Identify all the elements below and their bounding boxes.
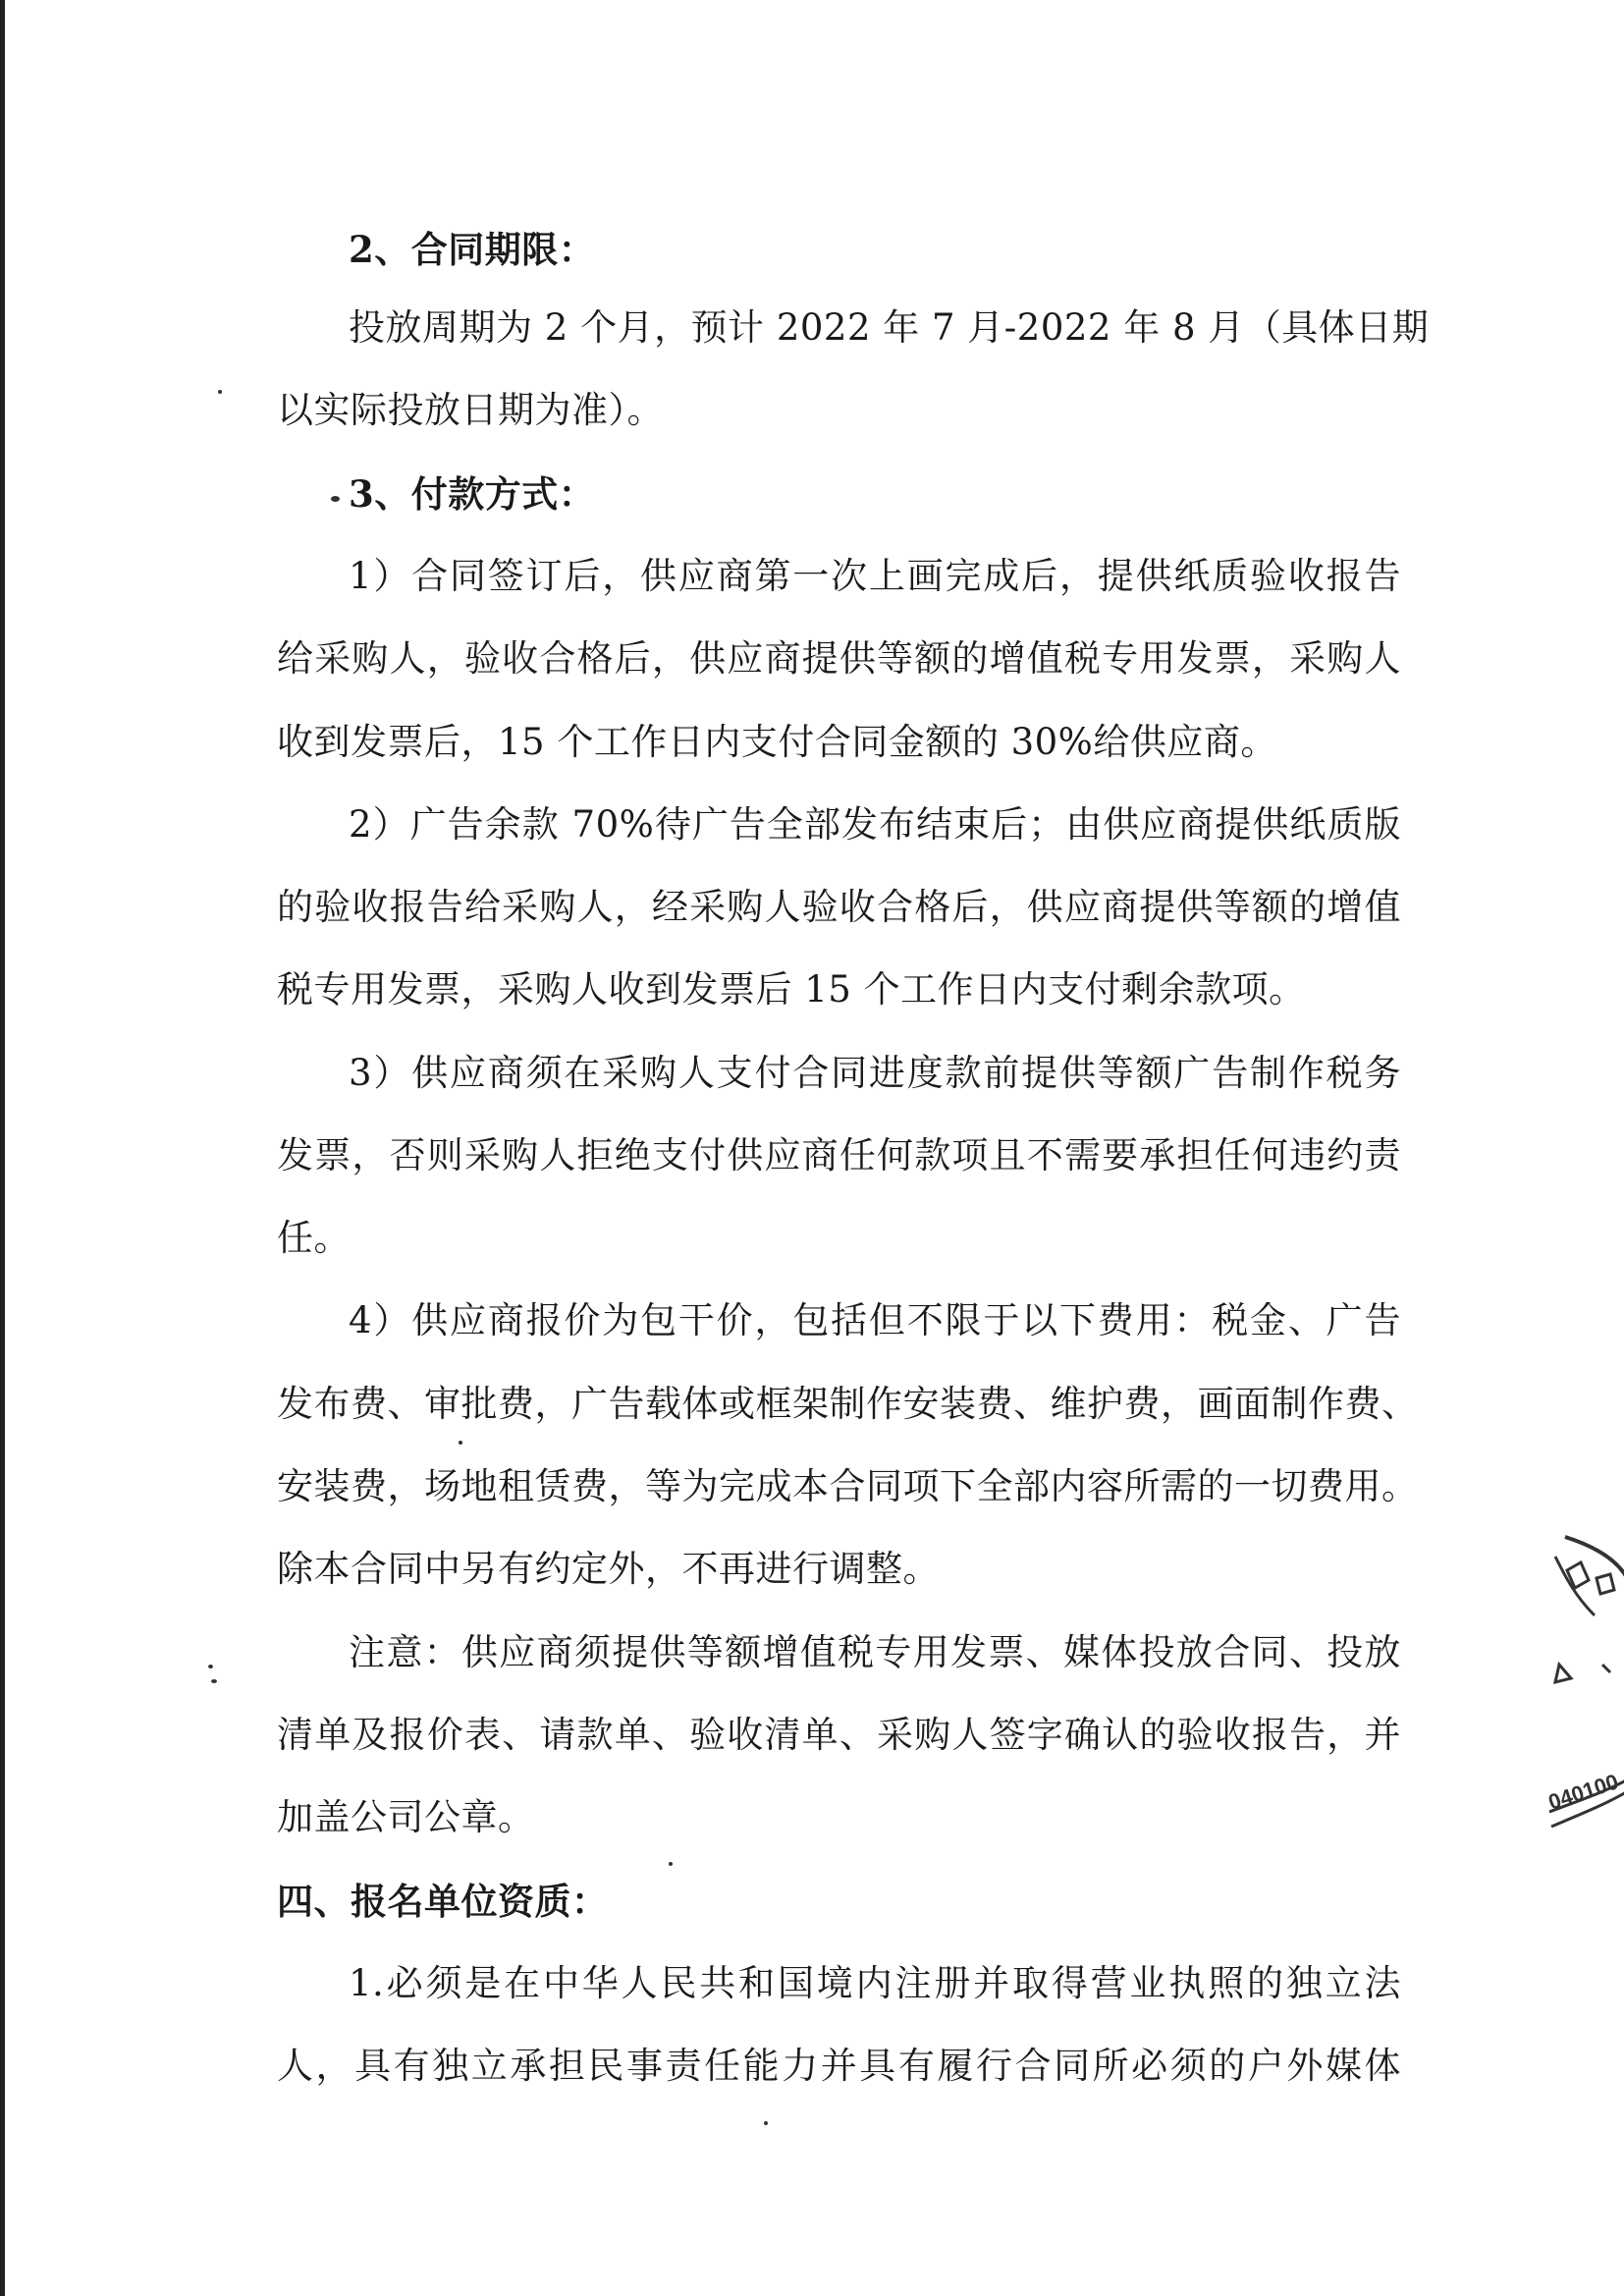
qualification-item-1-line-1: 1.必须是在中华人民共和国境内注册并取得营业执照的独立法 <box>349 1962 1401 2004</box>
qualification-item-1-line-2: 人，具有独立承担民事责任能力并具有履行合同所必须的户外媒体 <box>277 2045 1401 2087</box>
contract-term-heading: 2、合同期限： <box>349 228 596 271</box>
payment-item-2-line-3: 税专用发票，采购人收到发票后 15 个工作日内支付剩余款项。 <box>277 968 1306 1011</box>
payment-item-2-line-1: 2）广告余款 70%待广告全部发布结束后；由供应商提供纸质版 <box>349 803 1401 846</box>
payment-item-1-line-1: 1）合同签订后，供应商第一次上画完成后，提供纸质验收报告 <box>349 555 1401 597</box>
payment-item-3-line-1: 3）供应商须在采购人支付合同进度款前提供等额广告制作税务 <box>349 1052 1401 1094</box>
payment-item-4-line-4: 除本合同中另有约定外，不再进行调整。 <box>277 1548 940 1590</box>
payment-item-2-line-2: 的验收报告给采购人，经采购人验收合格后，供应商提供等额的增值 <box>277 886 1401 928</box>
payment-item-3-line-3: 任。 <box>277 1217 351 1259</box>
payment-item-4-line-2: 发布费、审批费，广告载体或框架制作安装费、维护费，画面制作费、 <box>277 1383 1419 1425</box>
scan-speck <box>218 390 222 394</box>
qualification-heading: 四、报名单位资质： <box>277 1880 609 1923</box>
contract-term-line-2: 以实际投放日期为准）。 <box>277 389 664 431</box>
scan-speck <box>208 1665 213 1668</box>
payment-item-1-line-3: 收到发票后，15 个工作日内支付合同金额的 30%给供应商。 <box>277 721 1277 763</box>
payment-item-4-line-1: 4）供应商报价为包干价，包括但不限于以下费用：税金、广告 <box>349 1299 1401 1341</box>
payment-item-3-line-2: 发票，否则采购人拒绝支付供应商任何款项且不需要承担任何违约责 <box>277 1134 1401 1176</box>
payment-item-4-line-3: 安装费，场地租赁费，等为完成本合同项下全部内容所需的一切费用。 <box>277 1465 1419 1507</box>
scan-speck <box>211 1679 217 1683</box>
seal-number: 040100 <box>1545 1769 1622 1815</box>
contract-term-line-1: 投放周期为 2 个月，预计 2022 年 7 月-2022 年 8 月（具体日期 <box>349 306 1430 349</box>
note-line-3: 加盖公司公章。 <box>277 1796 535 1838</box>
seal-graphic <box>1545 1517 1624 1841</box>
note-line-1: 注意：供应商须提供等额增值税专用发票、媒体投放合同、投放 <box>349 1631 1401 1673</box>
scan-speck <box>459 1441 462 1445</box>
scan-speck <box>669 1862 673 1866</box>
scan-speck <box>764 2121 768 2125</box>
partial-seal <box>1545 1517 1624 1841</box>
note-line-2: 清单及报价表、请款单、验收清单、采购人签字确认的验收报告，并 <box>277 1714 1401 1756</box>
payment-item-1-line-2: 给采购人，验收合格后，供应商提供等额的增值税专用发票，采购人 <box>277 637 1401 680</box>
scan-speck <box>331 496 340 502</box>
payment-heading: 3、付款方式： <box>349 472 596 516</box>
